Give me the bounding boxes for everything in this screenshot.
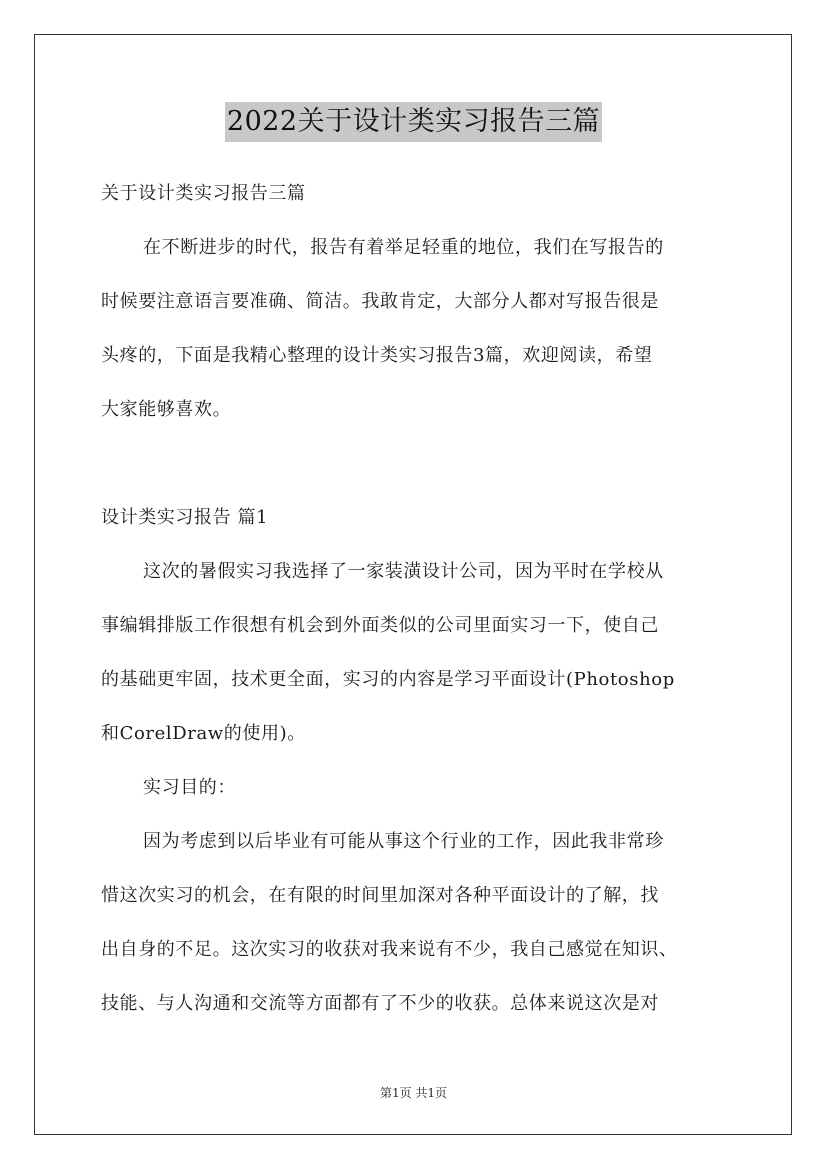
paragraph-line: 事编辑排版工作很想有机会到外面类似的公司里面实习一下，使自己 — [101, 615, 659, 636]
paragraph-line: 出自身的不足。这次实习的收获对我来说有不少，我自己感觉在知识、 — [101, 939, 678, 960]
paragraph-line: 头疼的，下面是我精心整理的设计类实习报告3篇，欢迎阅读，希望 — [101, 345, 653, 366]
section-heading: 设计类实习报告 篇1 — [101, 507, 269, 528]
paragraph-line: 在不断进步的时代，报告有着举足轻重的地位，我们在写报告的 — [143, 237, 664, 258]
paragraph-line: 和CorelDraw的使用)。 — [101, 723, 306, 744]
paragraph-line: 因为考虑到以后毕业有可能从事这个行业的工作，因此我非常珍 — [143, 831, 664, 852]
section-heading: 关于设计类实习报告三篇 — [101, 183, 306, 204]
paragraph-line: 大家能够喜欢。 — [101, 399, 232, 420]
page-footer: 第1页 共1页 — [379, 1086, 448, 1100]
paragraph-line: 惜这次实习的机会，在有限的时间里加深对各种平面设计的了解，找 — [101, 885, 659, 906]
paragraph-line: 时候要注意语言要准确、简洁。我敢肯定，大部分人都对写报告很是 — [101, 291, 659, 312]
paragraph-line: 这次的暑假实习我选择了一家装潢设计公司，因为平时在学校从 — [143, 561, 664, 582]
paragraph-line: 技能、与人沟通和交流等方面都有了不少的收获。总体来说这次是对 — [101, 993, 659, 1014]
document-title: 2022关于设计类实习报告三篇 — [225, 102, 602, 142]
paragraph-line: 的基础更牢固，技术更全面，实习的内容是学习平面设计(Photoshop — [101, 669, 675, 690]
paragraph-line: 实习目的： — [143, 777, 236, 798]
title-container — [0, 102, 827, 142]
